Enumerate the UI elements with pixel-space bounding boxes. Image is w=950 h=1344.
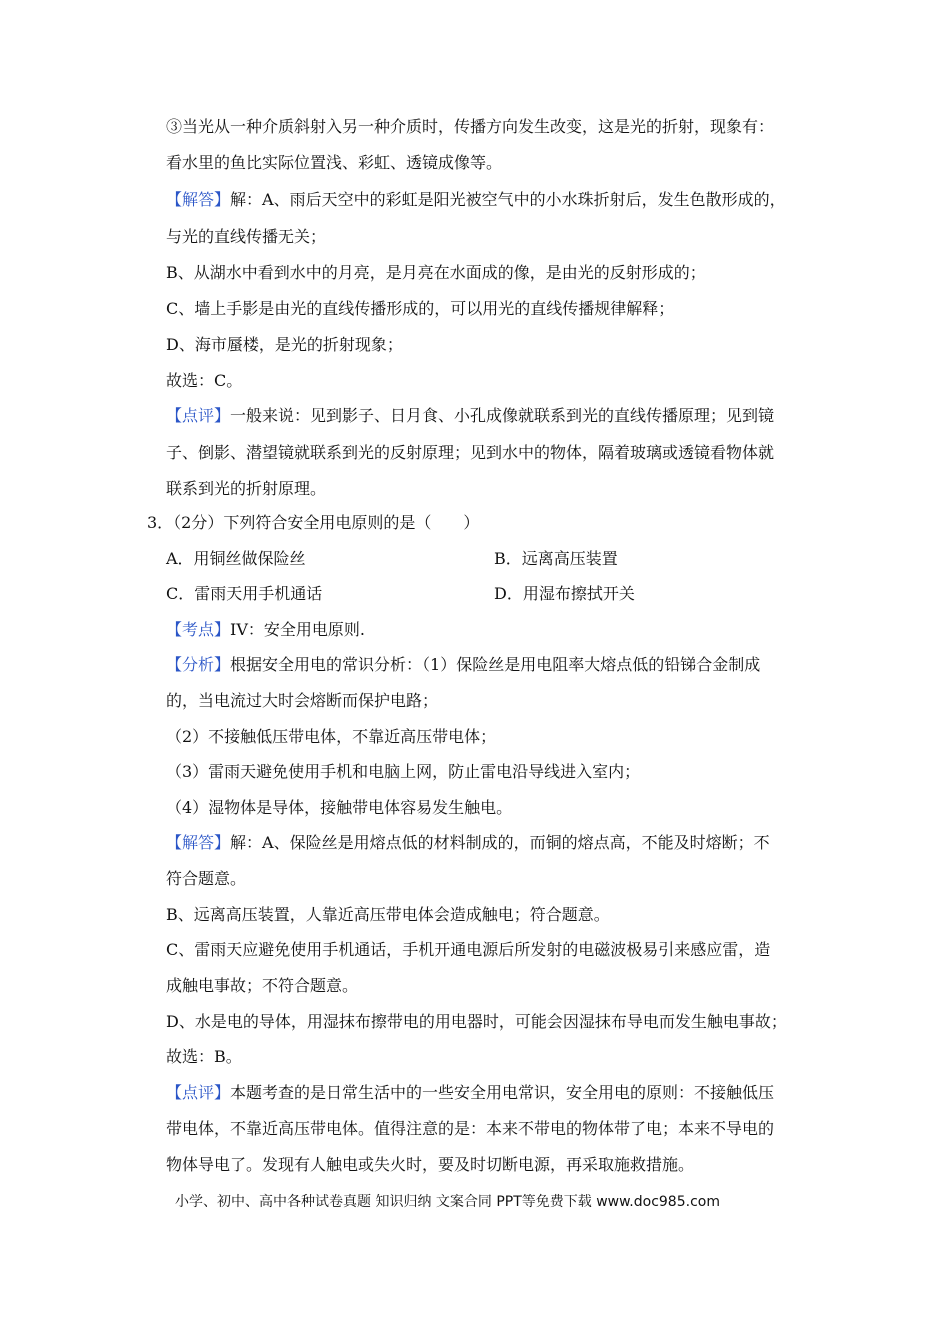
section-tag-kaodian: 【考点】	[166, 620, 231, 639]
comment-paragraph	[166, 406, 774, 426]
text-line: 的，当电流过大时会熔断而保护电路；	[166, 691, 439, 710]
section-tag-fenxi: 【分析】	[166, 655, 231, 674]
text-line: 看水里的鱼比实际位置浅、彩虹、透镜成像等。	[166, 153, 503, 172]
section-tag-dianping: 【点评】	[166, 1083, 231, 1102]
section-tag-jieda: 【解答】	[166, 833, 231, 852]
text-line: ③当光从一种介质斜射入另一种介质时，传播方向发生改变，这是光的折射，现象有：	[166, 117, 775, 136]
comment-paragraph	[166, 1083, 774, 1103]
text-line: 符合题意。	[166, 869, 247, 888]
text-line: （3）雷雨天避免使用手机和电脑上网，防止雷电沿导线进入室内；	[166, 762, 641, 781]
answer-choice: 故选：C。	[166, 371, 243, 390]
section-tag-dianping: 【点评】	[166, 406, 231, 425]
text-line: 子、倒影、潜望镜就联系到光的反射原理；见到水中的物体，隔着玻璃或透镜看物体就	[166, 443, 775, 462]
text-run: 一般来说：见到影子、日月食、小孔成像就联系到光的直线传播原理；见到镜	[230, 406, 775, 425]
text-line: （2）不接触低压带电体，不靠近高压带电体；	[166, 727, 497, 746]
text-line: 带电体，不靠近高压带电体。值得注意的是：本来不带电的物体带了电；本来不导电的	[166, 1119, 775, 1138]
question-title: 3．（2分）下列符合安全用电原则的是（ ）	[147, 513, 480, 532]
text-run: 解：A、雨后天空中的彩虹是阳光被空气中的小水珠折射后，发生色散形成的，	[230, 190, 786, 209]
text-line: （4）湿物体是导体，接触带电体容易发生触电。	[166, 798, 513, 817]
option-c: C．雷雨天用手机通话	[166, 584, 323, 603]
text-line: 与光的直线传播无关；	[166, 227, 327, 246]
text-line: 联系到光的折射原理。	[166, 479, 327, 498]
option-d: D．用湿布擦拭开关	[494, 584, 635, 603]
page-footer: 小学、初中、高中各种试卷真题 知识归纳 文案合同 PPT等免费下载 www.doc985.com	[175, 1194, 720, 1210]
text-run: 本题考查的是日常生活中的一些安全用电常识，安全用电的原则：不接触低压	[230, 1083, 775, 1102]
text-line: C、墙上手影是由光的直线传播形成的，可以用光的直线传播规律解释；	[166, 299, 675, 318]
answer-choice: 故选：B。	[166, 1047, 242, 1066]
text-line: D、海市蜃楼，是光的折射现象；	[166, 335, 403, 354]
option-b: B．远离高压装置	[494, 549, 618, 568]
text-line: C、雷雨天应避免使用手机通话，手机开通电源后所发射的电磁波极易引来感应雷，造	[166, 940, 771, 959]
analysis-paragraph	[166, 655, 760, 675]
text-run: 解：A、保险丝是用熔点低的材料制成的，而铜的熔点高，不能及时熔断；不	[230, 833, 770, 852]
text-run: IV：安全用电原则.	[230, 620, 365, 639]
option-a: A．用铜丝做保险丝	[166, 549, 306, 568]
section-tag-jieda: 【解答】	[166, 190, 231, 209]
kaodian-paragraph	[166, 620, 365, 640]
text-line: D、水是电的导体，用湿抹布擦带电的用电器时，可能会因湿抹布导电而发生触电事故；	[166, 1012, 787, 1031]
answer-paragraph	[166, 190, 786, 210]
answer-paragraph	[166, 833, 770, 853]
text-line: 物体导电了。发现有人触电或失火时，要及时切断电源，再采取施救措施。	[166, 1155, 695, 1174]
text-line: 成触电事故；不符合题意。	[166, 976, 359, 995]
text-line: B、从湖水中看到水中的月亮，是月亮在水面成的像，是由光的反射形成的；	[166, 263, 706, 282]
text-line: B、远离高压装置，人靠近高压带电体会造成触电；符合题意。	[166, 905, 610, 924]
text-run: 根据安全用电的常识分析：（1）保险丝是用电阻率大熔点低的铅锑合金制成	[230, 655, 761, 674]
